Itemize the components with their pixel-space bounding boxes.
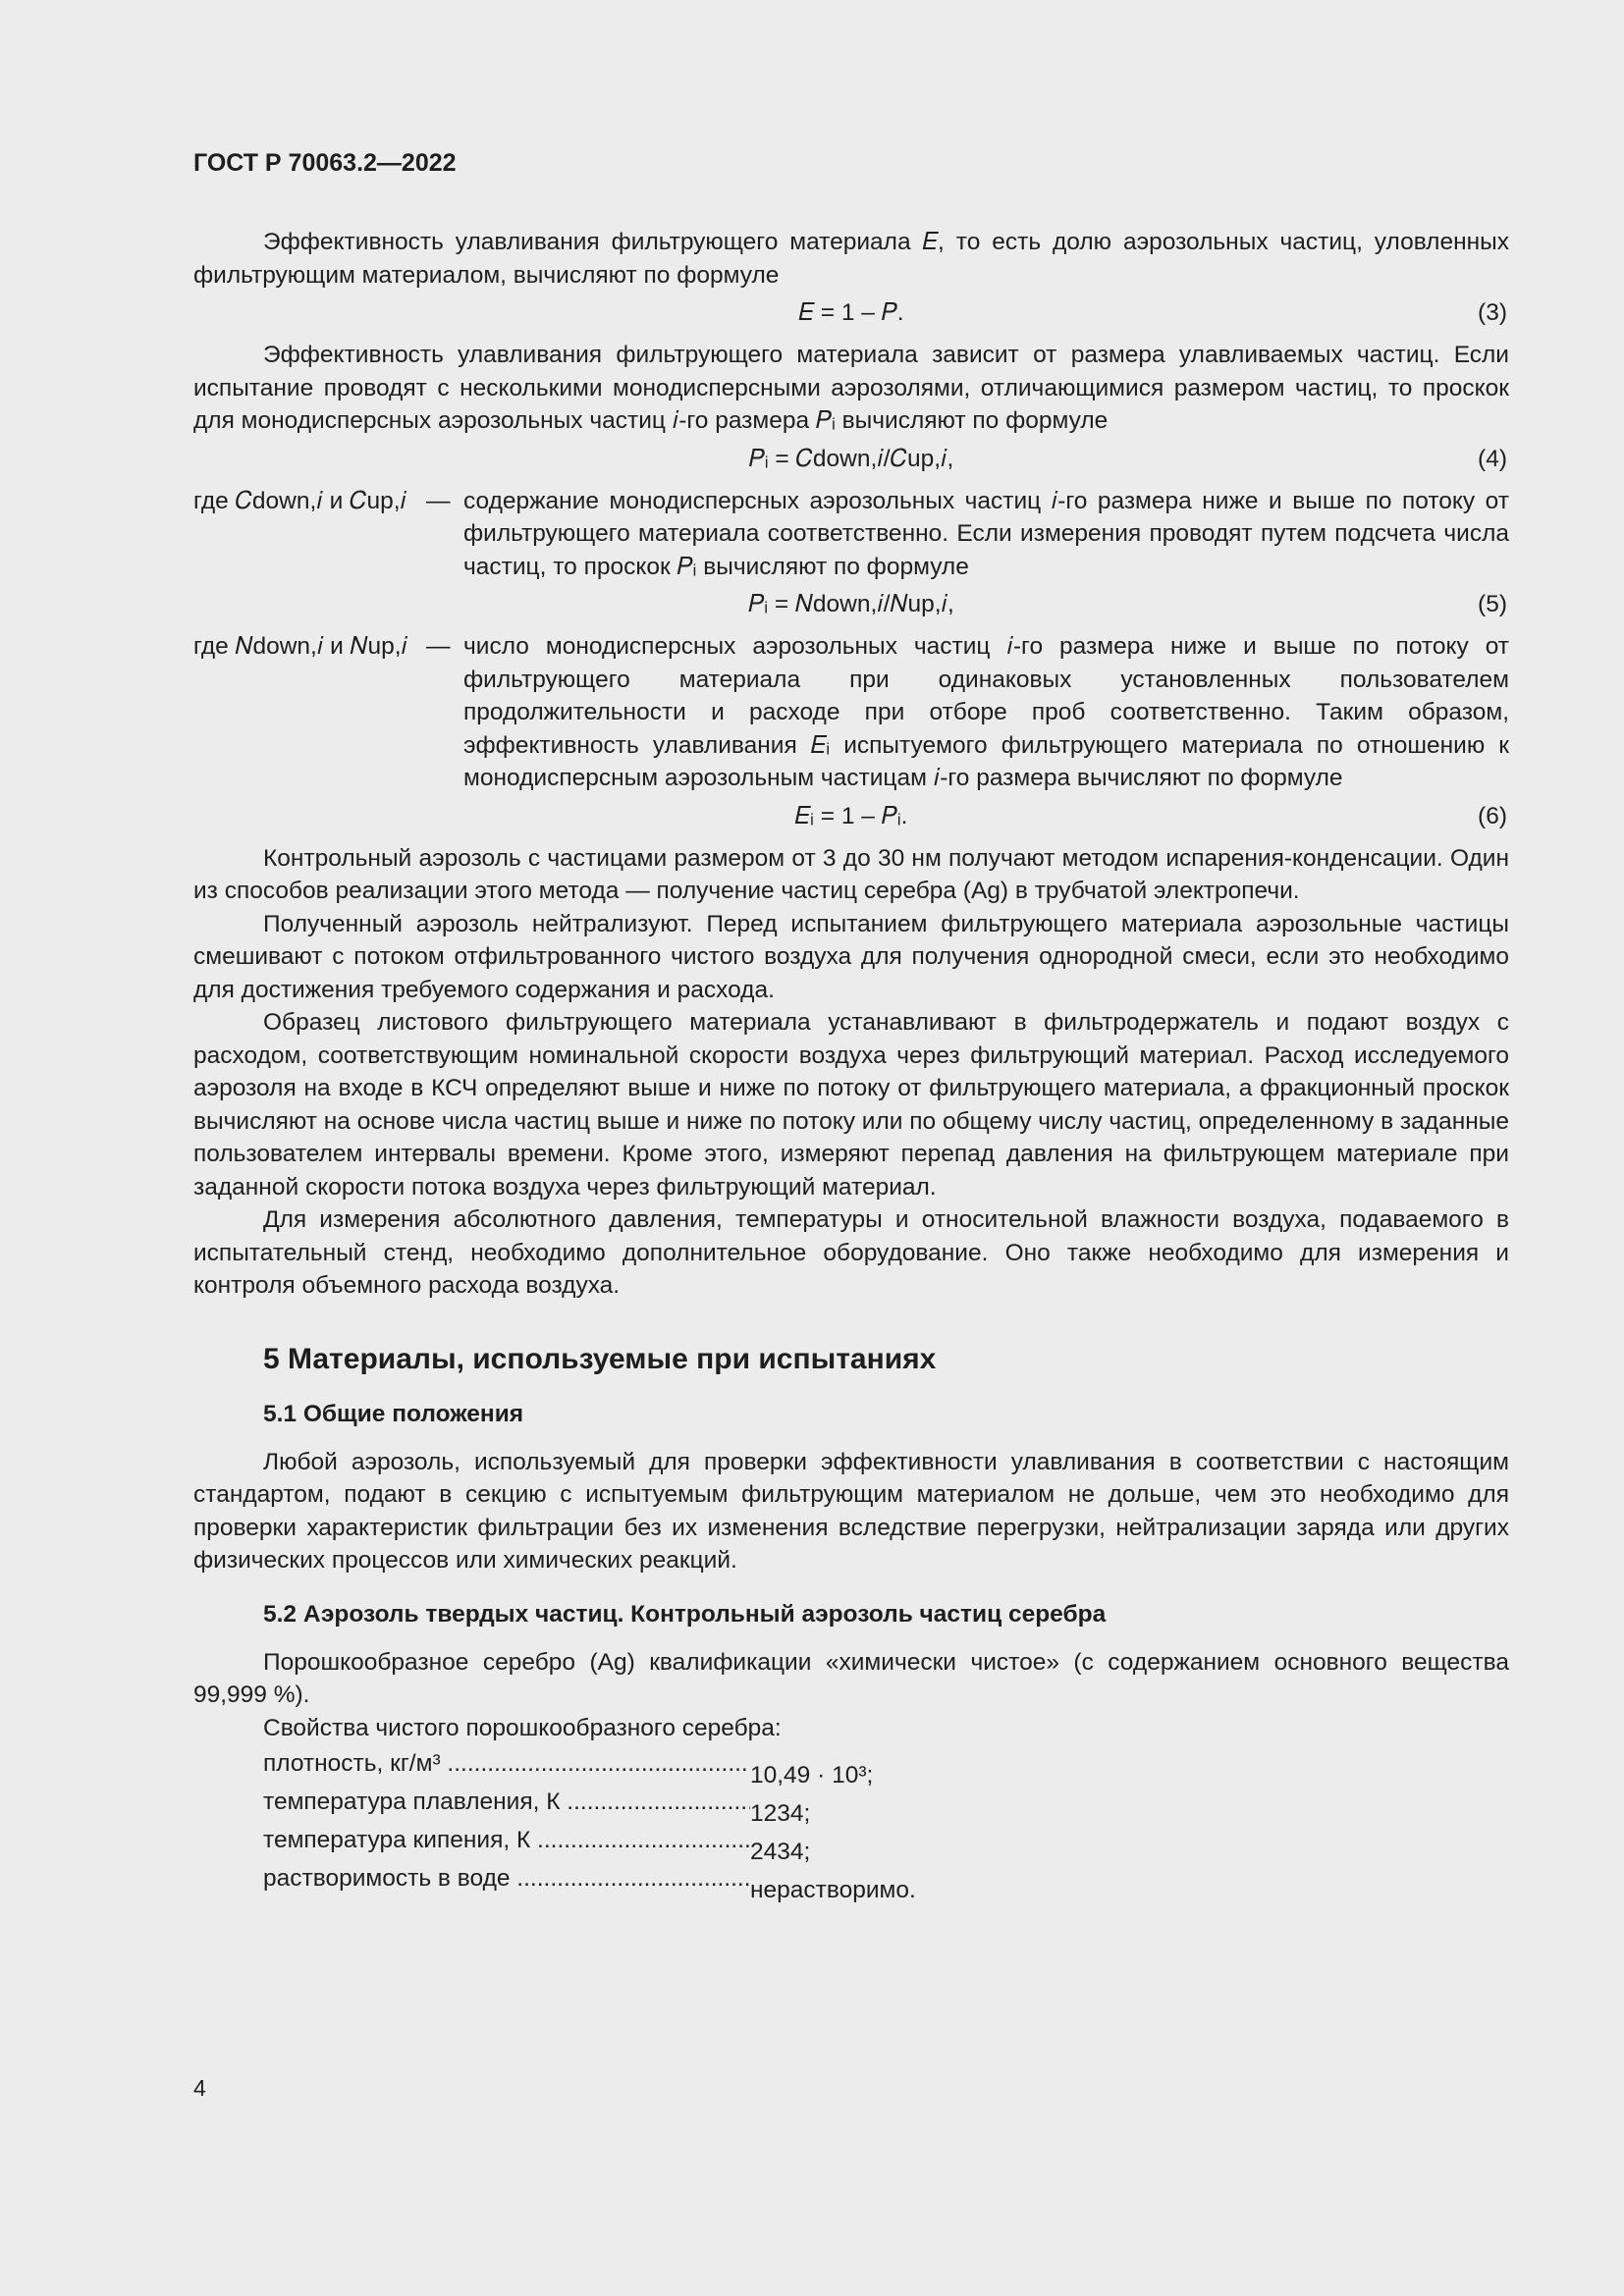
property-value: 1234; xyxy=(750,1800,811,1827)
formula-expression: 𝑃ᵢ = 𝐶down,𝑖/𝐶up,𝑖, xyxy=(748,445,954,472)
formula-expression: 𝑃ᵢ = 𝑁down,𝑖/𝑁up,𝑖, xyxy=(748,591,954,617)
definition-dash: — xyxy=(426,633,451,660)
property-label: растворимость в воде ..... xyxy=(263,1859,750,1897)
paragraph: Любой аэрозоль, используемый для проверки эффективности улавливания в соответствии с настоящим стандартом, подают в секцию с испытуемым фильтрующим материалом не дольше, чем это необходимо для проверки характеристик фильтрации без их изменения вследствие перегрузки, нейтрализации заряда или других физических процессов или химических реакций. xyxy=(193,1448,1509,1574)
property-row xyxy=(263,1744,1509,1789)
page-number: 4 xyxy=(193,2075,206,2101)
formula-number: (5) xyxy=(1478,591,1507,617)
paragraph: Для измерения абсолютного давления, температуры и относительной влажности воздуха, подаваемого в испытательный стенд, необходимо дополнительное оборудование. Оно также необходимо для измерения и контроля объемного расхода воздуха. xyxy=(193,1206,1509,1299)
property-label: температура плавления, К ..... xyxy=(263,1783,750,1821)
formula-5 xyxy=(193,586,1509,623)
formula-number: (3) xyxy=(1478,299,1507,326)
paragraph: Полученный аэрозоль нейтрализуют. Перед испытанием фильтрующего материала аэрозольные частицы смешивают с потоком отфильтрованного чистого воздуха для получения однородной смеси, если это необходимо для достижения требуемого содержания и расхода. xyxy=(193,910,1509,1003)
formula-4 xyxy=(193,441,1509,478)
formula-6 xyxy=(193,798,1509,835)
formula-number: (4) xyxy=(1478,445,1507,472)
property-label: температура кипения, К ..... xyxy=(263,1821,750,1859)
definition-term: где 𝐶down,𝑖 и 𝐶up,𝑖 xyxy=(193,487,406,514)
paragraph: Контрольный аэрозоль с частицами размером от 3 до 30 нм получают методом испарения-конденсации. Один из способов реализации этого метода — получение частиц серебра (Ag) в трубчатой электропечи. xyxy=(193,844,1509,904)
formula-number: (6) xyxy=(1478,802,1507,829)
definition-text: содержание монодисперсных аэрозольных частиц 𝑖-го размера ниже и выше по потоку от фильтрующего материала соответственно. Если измерения проводят путем подсчета числа частиц, то проскок 𝑃ᵢ вычисляют по формуле xyxy=(463,487,1509,580)
paragraph: Образец листового фильтрующего материала устанавливают в фильтродержатель и подают воздух с расходом, соответствующим номинальной скорости воздуха через фильтрующий материал. Расход исследуемого аэрозоля на входе в КСЧ определяют выше и ниже по потоку от фильтрующего материала, а фракционный проскок вычисляют на основе числа частиц выше и ниже по потоку или по общему числу частиц, определенному в заданные пользователем интервалы времени. Кроме этого, измеряют перепад давления на фильтрующем материале при заданной скорости потока воздуха через фильтрующий материал. xyxy=(193,1009,1509,1201)
formula-expression: 𝐸ᵢ = 1 – 𝑃ᵢ. xyxy=(794,802,908,829)
property-value: нерастворимо. xyxy=(750,1877,916,1903)
definition-text: число монодисперсных аэрозольных частиц 𝑖-го размера ниже и выше по потоку от фильтрующего материала при одинаковых установленных пользователем продолжительности и расходе при отборе проб соответственно. Таким образом, эффективность улавливания 𝐸ᵢ испытуемого фильтрующего материала по отношению к монодисперсным аэрозольным частицам 𝑖-го размера вычисляют по формуле xyxy=(463,633,1509,791)
property-value: 10,49 · 10³; xyxy=(750,1762,874,1789)
properties-intro: Свойства чистого порошкообразного серебра: xyxy=(263,1714,782,1741)
property-label: плотность, кг/м³ ..... xyxy=(263,1744,750,1783)
properties-list xyxy=(263,1744,1509,1903)
property-row xyxy=(263,1859,1509,1903)
paragraph: Эффективность улавливания фильтрующего материала 𝐸, то есть долю аэрозольных частиц, уловленных фильтрующим материалом, вычисляют по формуле xyxy=(193,229,1509,289)
definition-dash: — xyxy=(426,487,451,514)
formula-expression: 𝐸 = 1 – 𝑃. xyxy=(798,299,904,326)
page-content xyxy=(193,226,1509,1903)
definition-1 xyxy=(193,485,1509,584)
document-header: ГОСТ Р 70063.2—2022 xyxy=(193,149,457,177)
definition-term: где 𝑁down,𝑖 и 𝑁up,𝑖 xyxy=(193,633,408,660)
paragraph: Эффективность улавливания фильтрующего материала зависит от размера улавливаемых частиц. Если испытание проводят с несколькими монодисперсными аэрозолями, отличающимися размером частиц, то проскок для монодисперсных аэрозольных частиц 𝑖-го размера 𝑃ᵢ вычисляют по формуле xyxy=(193,342,1509,434)
definition-2 xyxy=(193,630,1509,795)
paragraph: Порошкообразное серебро (Ag) квалификации «химически чистое» (с содержанием основного вещества 99,999 %). xyxy=(193,1648,1509,1708)
formula-3 xyxy=(193,294,1509,332)
property-row xyxy=(263,1821,1509,1865)
section-heading: 5 Материалы, используемые при испытаниях xyxy=(263,1342,937,1375)
subsection-heading: 5.1 Общие положения xyxy=(263,1400,524,1427)
subsection-heading: 5.2 Аэрозоль твердых частиц. Контрольный аэрозоль частиц серебра xyxy=(263,1600,1107,1628)
property-row xyxy=(263,1783,1509,1827)
property-value: 2434; xyxy=(750,1839,811,1865)
